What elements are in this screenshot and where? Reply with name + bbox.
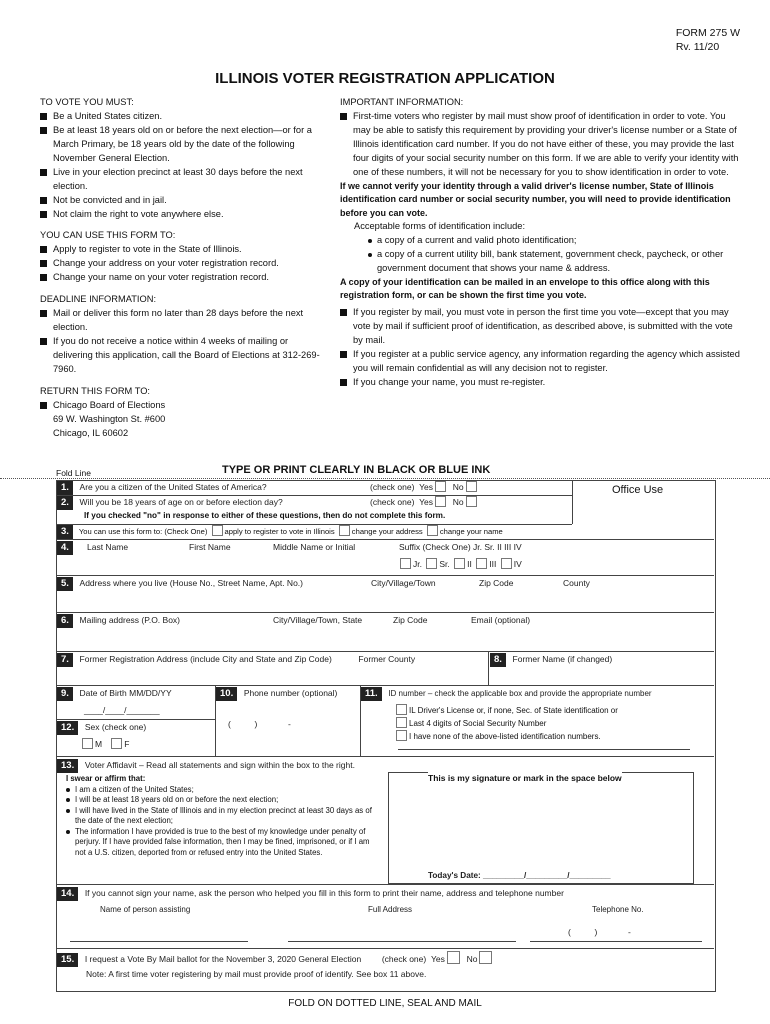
q2-row [57,496,283,510]
vbm-options: (check one) Yes No [382,954,495,964]
q3-opt-name: change your name [439,527,503,536]
q11-number: 11. [361,687,382,701]
can-use-heading: YOU CAN USE THIS FORM TO: [40,230,176,241]
fold-dotted-line [0,478,770,479]
zip-label: Zip Code [479,578,514,588]
suffix-options: Jr. Sr. II III IV [398,558,522,571]
q1-label: Are you a citizen of the United States of America? [79,482,267,492]
fold-line-label: Fold Line [56,468,91,478]
divider [57,719,215,720]
q3-opt-register: apply to register to vote in Illinois [224,527,335,536]
swear-heading: I swear or affirm that: [66,774,146,783]
list-item: a copy of a current utility bill, bank statement, government check, paycheck, or other government document that shows your name & address. [340,248,740,276]
q3-register-checkbox[interactable] [212,525,223,536]
assist-name-line [70,941,248,942]
divider [488,651,489,685]
important-heading: IMPORTANT INFORMATION: [340,97,464,107]
sex-f-checkbox[interactable] [111,738,122,749]
q1-row [57,481,572,495]
divider [57,651,714,652]
q3-number: 3. [57,525,73,539]
suffix-iii-checkbox[interactable] [476,558,487,569]
dob-input[interactable]: ____/____/_______ [84,705,160,715]
former-county-label: Former County [358,654,416,664]
assist-name-label: Name of person assisting [100,905,191,914]
page-title: ILLINOIS VOTER REGISTRATION APPLICATION [215,70,555,87]
q5-number: 5. [57,577,73,591]
q3-row [57,525,503,539]
left-instructions [40,96,325,441]
q14-number: 14. [57,887,78,901]
mailing-city-label: City/Village/Town, State [273,615,363,625]
assist-label: If you cannot sign your name, ask the person who helped you fill in this form to print their name, address and telephone number [84,888,564,898]
suffix-sr-checkbox[interactable] [426,558,437,569]
sex-label: Sex (check one) [84,722,147,732]
list-item: I will be at least 18 years old on or before the next election; [66,795,372,806]
county-label: County [563,578,590,588]
acceptable-forms: Acceptable forms of identification include: [354,221,526,232]
form-number [676,26,740,54]
affidavit-label: Voter Affidavit – Read all statements and sign within the box to the right. [84,760,355,770]
id-label: ID number – check the applicable box and provide the appropriate number [388,689,652,698]
form-revision: Rv. 11/20 [675,41,720,54]
middle-name-label: Middle Name or Initial [273,542,356,552]
list-item: I will have lived in the State of Illinois and in my election precinct at least 30 days as of the date of the next election; [66,806,372,827]
list-item: If you register by mail, you must vote in person the first time you vote—except that you may vote by mail if sufficient proof of identification, as described above, is submitted with the vote by mail. [340,306,740,348]
id-none-checkbox[interactable] [396,730,407,741]
list-item: The information I have provided is true to the best of my knowledge under penalty of perjury. If I have provided false information, then I may be fined, imprisoned, or if I am not a U.S. citizen, deported from or refused entry into the United States. [66,827,372,859]
list-item: Be a United States citizen. [40,110,325,124]
assist-phone-line [530,941,702,942]
q2-options: (check one) Yes No [370,496,479,509]
vbm-label: I request a Vote By Mail ballot for the November 3, 2020 General Election [84,954,362,964]
q15-number: 15. [57,953,78,967]
q8-number: 8. [490,653,506,667]
list-item: I am a citizen of the United States; [66,785,372,796]
q2-label: Will you be 18 years of age on or before election day? [79,497,283,507]
q5-row [57,577,714,591]
vbm-note: Note: A first time voter registering by mail must provide proof of identify. See box 11 above. [86,969,427,979]
divider [57,612,714,613]
q13-number: 13. [57,759,78,773]
suffix-jr-checkbox[interactable] [400,558,411,569]
divider [57,539,714,540]
list-item: Not claim the right to vote anywhere else. [40,208,325,222]
affidavit-text [66,774,372,858]
dob-label: Date of Birth MM/DD/YY [79,688,172,698]
assist-phone-label: Telephone No. [592,905,644,914]
q12-row [57,721,146,735]
q15-row [57,951,494,967]
suffix-ii-checkbox[interactable] [454,558,465,569]
return-address: Chicago Board of Elections 69 W. Washington St. #600 Chicago, IL 60602 [40,399,325,441]
q4-row [57,541,714,555]
id-number-line [398,749,690,750]
q9-row [57,687,172,701]
vbm-no-checkbox[interactable] [479,951,492,964]
assist-address-line [288,941,516,942]
deadline-heading: DEADLINE INFORMATION: [40,294,157,305]
divider [57,756,714,757]
signature-label: This is my signature or mark in the space below [428,773,622,783]
former-address-label: Former Registration Address (include City and State and Zip Code) [79,654,332,664]
list-item: Live in your election precinct at least 30 days before the next election. [40,166,325,194]
return-heading: RETURN THIS FORM TO: [40,385,151,396]
former-name-label: Former Name (if changed) [512,654,613,664]
list-item: Not be convicted and in jail. [40,194,325,208]
q3-label: You can use this form to: (Check One) [78,527,208,536]
q2-no-checkbox[interactable] [466,496,477,507]
office-use-label: Office Use [612,484,664,496]
city-label: City/Village/Town [371,578,436,588]
assist-phone-input[interactable]: ( ) - [568,927,631,937]
q1-yes-checkbox[interactable] [435,481,446,492]
q2-yes-checkbox[interactable] [435,496,446,507]
q9-number: 9. [57,687,73,701]
q3-name-checkbox[interactable] [427,525,438,536]
q10-number: 10. [216,687,237,701]
divider [57,884,714,885]
list-item: a copy of a current and valid photo identification; [340,234,740,248]
vbm-yes-checkbox[interactable] [447,951,460,964]
last-name-label: Last Name [87,542,129,552]
q13-row [57,759,355,773]
bold-notice: If we cannot verify your identity through a valid driver's license number, State of Illinois identification card number or social security number, you will need to provide identification before you can vote. [340,180,731,218]
suffix-label: Suffix (Check One) Jr. Sr. II III IV [399,542,522,552]
suffix-iv-checkbox[interactable] [501,558,512,569]
q1-number: 1. [57,481,73,495]
q6-number: 6. [57,614,73,628]
list-item: First-time voters who register by mail must show proof of identification in order to vote. You may be able to satisfy this requirement by providing your driver's license number or a State of Illinois identification card number. If you do not have either of these, you may provide the last four digits of your social security number on this form. If we are able to verify your identity with one of these numbers, it will not be necessary for you to show identification in order to vote. [340,110,740,180]
footer-instruction: FOLD ON DOTTED LINE, SEAL AND MAIL [288,998,482,1009]
divider [57,948,714,949]
q8-row [490,653,612,667]
signature-box[interactable] [388,772,694,884]
q7-number: 7. [57,653,73,667]
mailing-zip-label: Zip Code [393,615,428,625]
address-label: Address where you live (House No., Street Name, Apt. No.) [79,578,303,588]
list-item: If you do not receive a notice within 4 weeks of mailing or delivering this application, call the Board of Elections at 312-269-7960. [40,335,325,377]
phone-label: Phone number (optional) [243,688,338,698]
phone-input[interactable]: ( ) - [228,719,291,729]
type-print-heading: TYPE OR PRINT CLEARLY IN BLACK OR BLUE INK [222,464,491,476]
q7-row [57,653,415,667]
right-instructions [340,96,740,390]
id-license-checkbox[interactable] [396,704,407,715]
q12-number: 12. [57,721,78,735]
todays-date[interactable]: Today's Date: _________/_________/_________ [428,870,611,882]
id-ssn-checkbox[interactable] [396,717,407,728]
office-use-divider [572,480,573,524]
sex-m-checkbox[interactable] [82,738,93,749]
divider [57,575,714,576]
q-note: If you checked "no" in response to either of these questions, then do not complete this form. [84,511,446,520]
q1-no-checkbox[interactable] [466,481,477,492]
list-item: Apply to register to vote in the State of Illinois. [40,243,325,257]
to-vote-heading: TO VOTE YOU MUST: [40,97,134,107]
list-item: Mail or deliver this form no later than 28 days before the next election. [40,307,325,335]
id-options: IL Driver's License or, if none, Sec. of State identification or Last 4 digits of Social Security Number I have none of the above-listed identification numbers. [394,704,618,742]
list-item: If you register at a public service agency, any information regarding the agency which assisted you will remain confidential as will any decision not to register. [340,348,740,376]
q6-row [57,614,714,628]
q10-row [216,687,337,701]
assist-address-label: Full Address [368,905,413,914]
list-item: If you change your name, you must re-register. [340,376,740,390]
email-label: Email (optional) [471,615,531,625]
q1-options: (check one) Yes No [370,481,479,494]
divider [57,685,714,686]
q2-number: 2. [57,496,73,510]
form-code: FORM 275 W [675,27,740,39]
mailing-label: Mailing address (P.O. Box) [79,615,180,625]
list-item: Change your address on your voter registration record. [40,257,325,271]
q3-opt-address: change your address [351,527,423,536]
q4-number: 4. [57,541,73,555]
first-name-label: First Name [189,542,231,552]
bold-notice: A copy of your identification can be mailed in an envelope to this office along with this registration form, or can be shown the first time you vote. [340,276,710,301]
sex-options: M F [80,738,129,751]
list-item: Change your name on your voter registration record. [40,271,325,285]
q3-address-checkbox[interactable] [339,525,350,536]
q11-row [361,687,652,701]
list-item: Be at least 18 years old on or before the next election—or for a March Primary, be 18 years old by the date of the following November General Election. [40,124,325,166]
q14-row [57,887,564,901]
